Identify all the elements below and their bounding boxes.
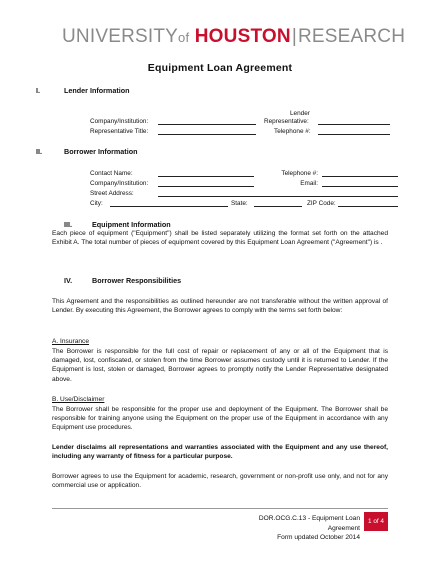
section-equipment-heading — [64, 220, 171, 229]
section-number: IV. — [64, 276, 73, 285]
borrower-company-label: Company/Institution: — [90, 180, 149, 187]
lender-telephone-label: Telephone #: — [274, 128, 311, 135]
section-number: III. — [64, 220, 72, 229]
use-disclaimer-heading: B. Use/Disclaimer — [52, 396, 105, 403]
section-lender-heading — [36, 86, 130, 95]
responsibilities-intro: This Agreement and the responsibilities as outlined hereunder are not transferable without the written approval of Lender. By executing this Agreement, the Borrower agrees to comply with the terms set forth below: — [52, 298, 388, 315]
borrower-zip-label: ZIP Code: — [307, 200, 336, 207]
footer-divider — [52, 508, 388, 509]
lender-rep-label-line2: Representative: — [264, 118, 309, 125]
university-logo — [62, 26, 406, 48]
document-title: Equipment Loan Agreement — [147, 62, 293, 74]
logo-separator: | — [291, 26, 297, 47]
lender-rep-field[interactable] — [318, 124, 390, 125]
section-number: II. — [36, 147, 42, 156]
borrower-state-label: State: — [231, 200, 248, 207]
logo-research-text: RESEARCH — [297, 26, 406, 47]
borrower-telephone-label: Telephone #: — [281, 170, 318, 177]
lender-rep-label-line1: Lender — [290, 110, 310, 117]
footer-updated: Form updated October 2014 — [277, 534, 360, 541]
borrower-telephone-field[interactable] — [322, 176, 398, 177]
usage-restriction: Borrower agrees to use the Equipment for academic, research, government or non-profit use only, and not for any commercial use or application. — [52, 473, 388, 490]
borrower-state-field[interactable] — [254, 206, 302, 207]
borrower-city-label: City: — [90, 200, 103, 207]
insurance-heading: A. Insurance — [52, 338, 90, 345]
borrower-email-field[interactable] — [322, 186, 398, 187]
borrower-contact-label: Contact Name: — [90, 170, 133, 177]
insurance-paragraph: The Borrower is responsible for the full cost of repair or replacement of any or all of the Equipment that is damaged, lost, confiscated, or stolen from the time Borrower assumes custody until it is returned to Lender. If the Equipment is lost, stolen or damaged, Borrower agrees to promptly notify the Lender Representative designated above. — [52, 348, 388, 383]
section-title: Borrower Information — [64, 147, 138, 156]
lender-company-label: Company/Institution: — [90, 118, 149, 125]
borrower-street-field[interactable] — [158, 196, 398, 197]
section-title: Lender Information — [64, 86, 130, 95]
footer-doc-id: DOR.OCG.C.13 - Equipment Loan Agreement — [258, 515, 360, 532]
lender-rep-title-field[interactable] — [158, 134, 256, 135]
logo-houston-text: HOUSTON — [194, 26, 291, 47]
lender-company-field[interactable] — [158, 124, 256, 125]
borrower-email-label: Email: — [300, 180, 318, 187]
borrower-contact-field[interactable] — [158, 176, 254, 177]
footer-info — [250, 514, 360, 543]
warranty-disclaimer: Lender disclaims all representations and warranties associated with the Equipment and any use thereof, including any warranty of fitness for a particular purpose. — [52, 444, 388, 461]
section-number: I. — [36, 86, 40, 95]
equipment-paragraph: Each piece of equipment ("Equipment") shall be listed separately utilizing the format set forth on the attached Exhibit A. The total number of pieces of equipment covered by this Equipment Loan Agreement ("Agreement") is . — [52, 230, 388, 247]
borrower-street-label: Street Address: — [90, 190, 134, 197]
lender-telephone-field[interactable] — [318, 134, 390, 135]
borrower-company-field[interactable] — [158, 186, 254, 187]
section-title: Borrower Responsibilities — [92, 276, 182, 285]
logo-of-text: of — [178, 30, 190, 45]
borrower-city-field[interactable] — [110, 206, 228, 207]
logo-university-text: UNIVERSITY — [62, 26, 179, 47]
page-number-badge: 1 of 4 — [364, 512, 388, 531]
section-title: Equipment Information — [92, 220, 171, 229]
section-responsibilities-heading — [64, 276, 181, 285]
section-borrower-heading — [36, 147, 137, 156]
borrower-zip-field[interactable] — [338, 206, 398, 207]
lender-rep-title-label: Representative Title: — [90, 128, 149, 135]
use-disclaimer-paragraph: The Borrower shall be responsible for the proper use and deployment of the Equipment. The Borrower shall be responsible for training anyone using the Equipment on the proper use of the Equipment in accordance with any Equipment use procedures. — [52, 406, 388, 432]
